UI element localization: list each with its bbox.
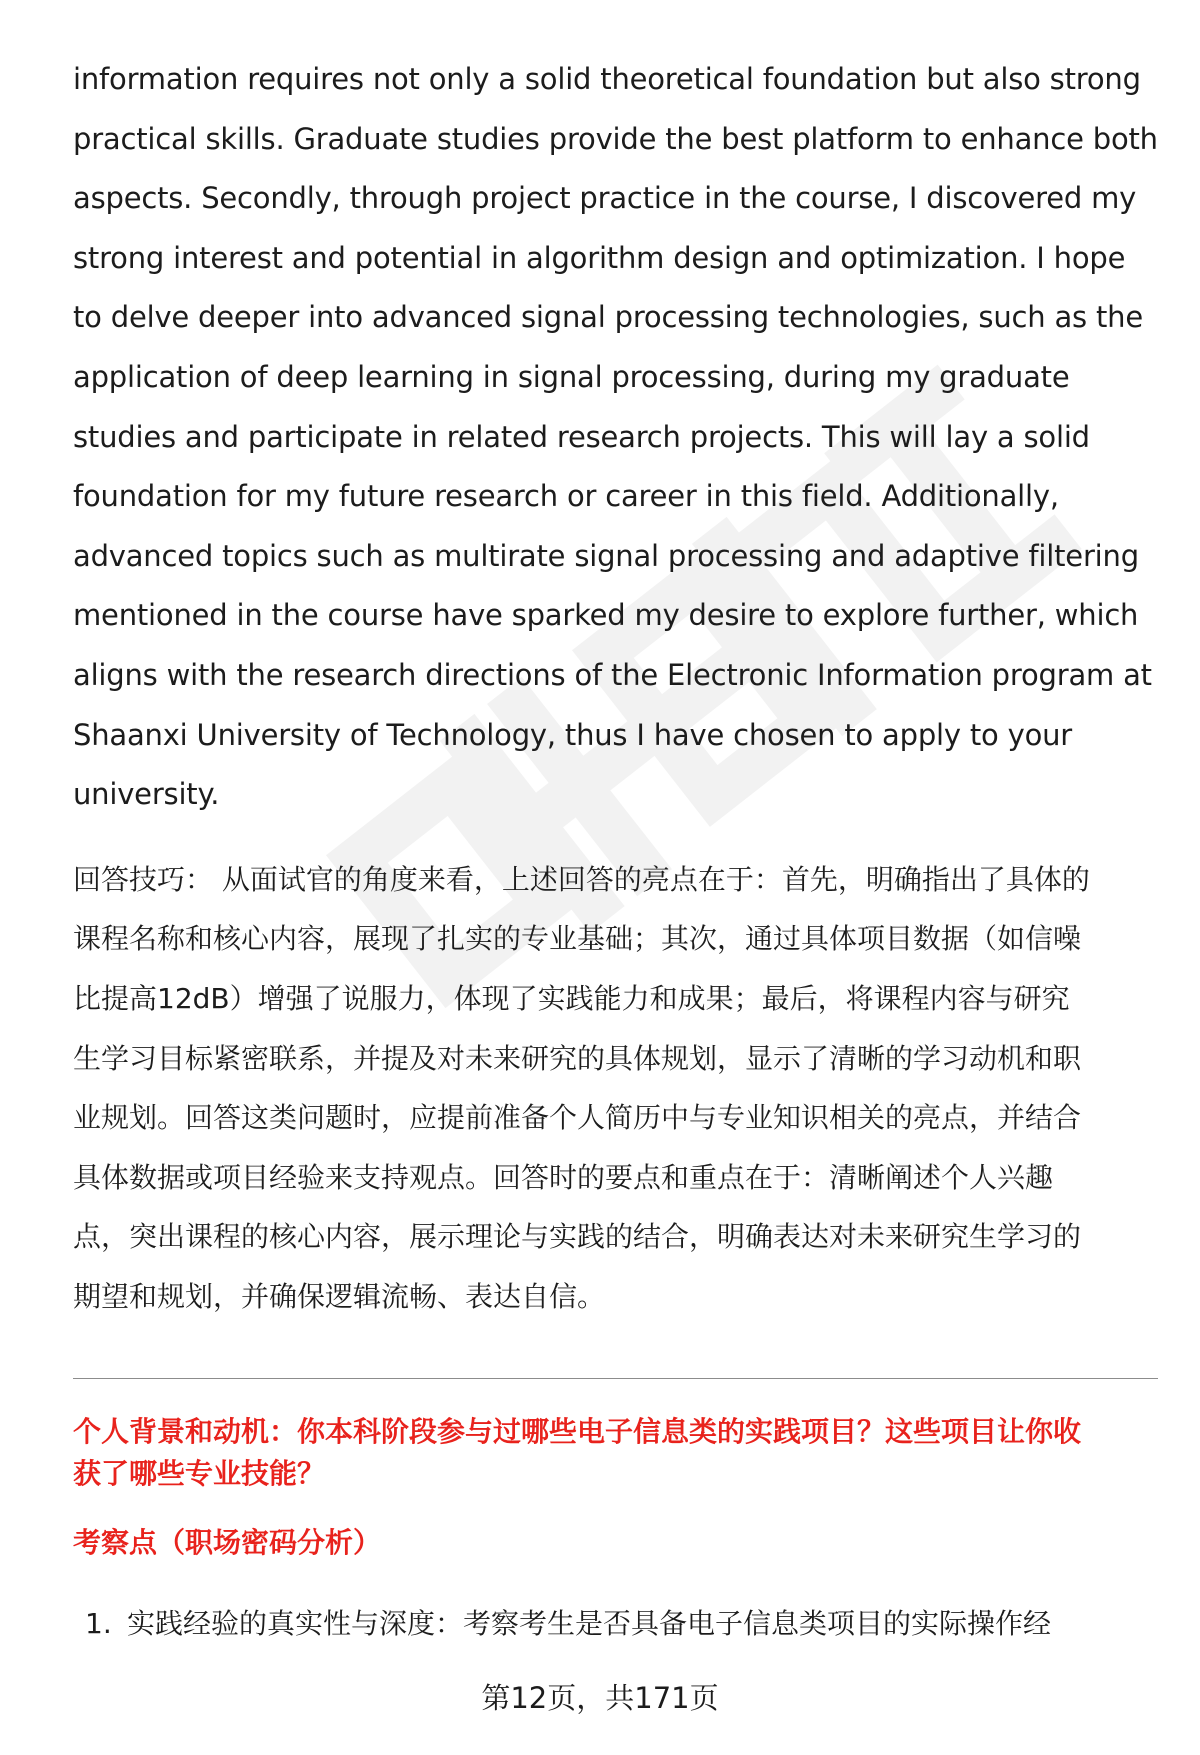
paragraph-line: application of deep learning in signal processing, during my graduate — [73, 359, 1070, 394]
paragraph-line: Shaanxi University of Technology, thus I have chosen to apply to your — [73, 717, 1073, 752]
page-footer: 第12页，共171页 — [481, 1681, 719, 1715]
question-line: 获了哪些专业技能？ — [73, 1457, 326, 1490]
paragraph-line: aligns with the research directions of the Electronic Information program at — [73, 657, 1152, 692]
section-title: 考察点（职场密码分析） — [73, 1526, 382, 1559]
paragraph-line: information requires not only a solid theoretical foundation but also strong — [73, 62, 1141, 96]
question-heading — [73, 1411, 1163, 1495]
tips-line: 生学习目标紧密联系，并提及对未来研究的具体规划，显示了清晰的学习动机和职 — [73, 1041, 1082, 1075]
list-item-text: 实践经验的真实性与深度：考察考生是否具备电子信息类项目的实际操作经 — [127, 1607, 1052, 1640]
paragraph-line: aspects. Secondly, through project practice in the course, I discovered my — [73, 181, 1137, 216]
paragraph-line: to delve deeper into advanced signal processing technologies, such as the — [73, 300, 1143, 335]
tips-line: 业规划。回答这类问题时，应提前准备个人简历中与专业知识相关的亮点，并结合 — [73, 1101, 1082, 1135]
tips-line: 课程名称和核心内容，展现了扎实的专业基础；其次，通过具体项目数据（如信噪 — [73, 922, 1082, 956]
answer-tips-paragraph — [73, 850, 1153, 1327]
tips-line: 比提高12dB）增强了说服力，体现了实践能力和成果；最后，将课程内容与研究 — [73, 981, 1070, 1015]
list-item — [85, 1604, 1051, 1644]
english-paragraph — [73, 50, 1158, 825]
paragraph-line: strong interest and potential in algorithm design and optimization. I hope — [73, 240, 1126, 275]
tips-line: 具体数据或项目经验来支持观点。回答时的要点和重点在于：清晰阐述个人兴趣 — [73, 1160, 1054, 1194]
paragraph-line: mentioned in the course have sparked my desire to explore further, which — [73, 598, 1139, 633]
paragraph-line: studies and participate in related research projects. This will lay a solid — [73, 419, 1090, 454]
list-item-number: 1. — [85, 1607, 112, 1640]
tips-line: 回答技巧： 从面试官的角度来看，上述回答的亮点在于：首先，明确指出了具体的 — [73, 862, 1090, 896]
tips-line: 点，突出课程的核心内容，展示理论与实践的结合，明确表达对未来研究生学习的 — [73, 1220, 1082, 1254]
page-content — [73, 50, 1158, 1326]
tips-line: 期望和规划，并确保逻辑流畅、表达自信。 — [73, 1279, 606, 1313]
question-line: 个人背景和动机：你本科阶段参与过哪些电子信息类的实践项目？这些项目让你收 — [73, 1415, 1082, 1448]
section-divider — [73, 1378, 1158, 1379]
paragraph-line: university. — [73, 777, 220, 812]
paragraph-line: foundation for my future research or career in this field. Additionally, — [73, 479, 1059, 514]
paragraph-line: practical skills. Graduate studies provide the best platform to enhance both — [73, 121, 1158, 156]
paragraph-line: advanced topics such as multirate signal processing and adaptive filtering — [73, 538, 1139, 573]
